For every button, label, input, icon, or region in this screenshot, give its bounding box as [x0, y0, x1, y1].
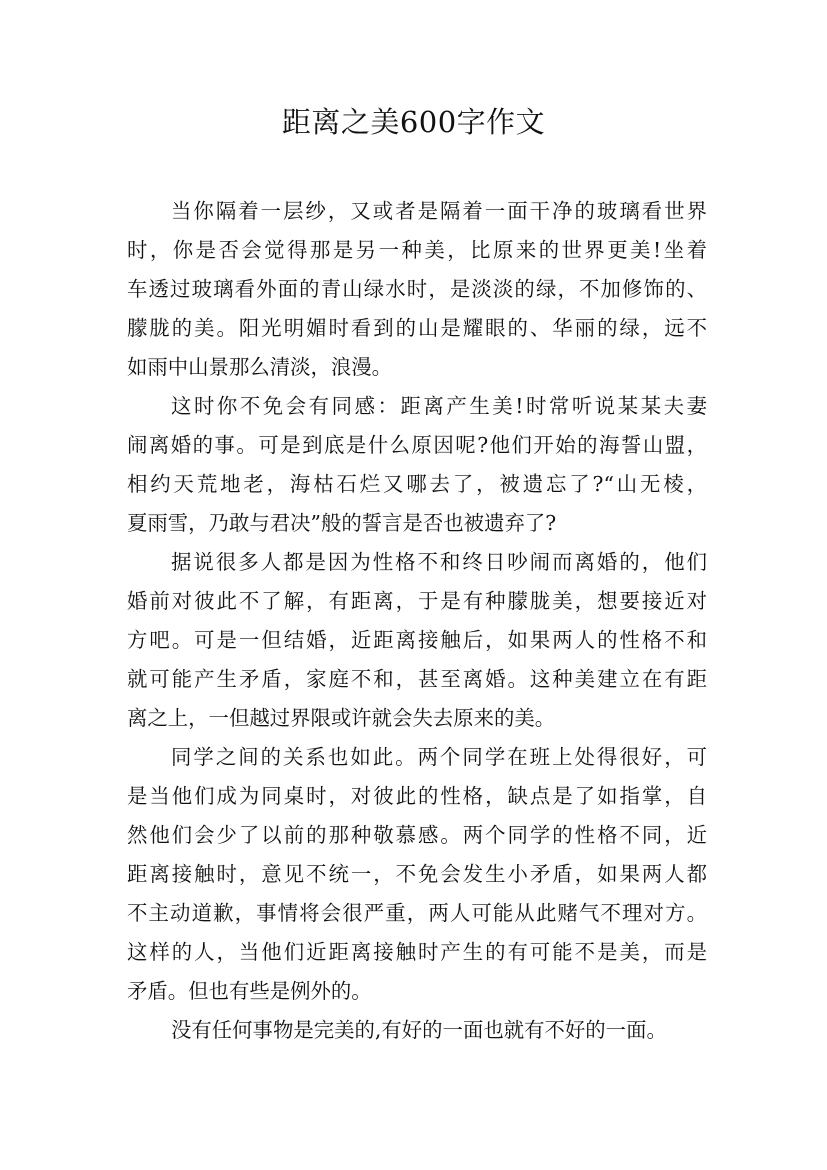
paragraph-1-line-3: 车透过玻璃看外面的青山绿水时，是淡淡的绿，不加修饰的、 [127, 277, 707, 301]
paragraph-4-line-4: 距离接触时，意见不统一，不免会发生小矛盾，如果两人都 [127, 862, 707, 886]
paragraph-4-line-1: 同学之间的关系也如此。两个同学在班上处得很好，可 [171, 745, 707, 769]
paragraph-5-line-1: 没有任何事物是完美的,有好的一面也就有不好的一面。 [171, 1018, 667, 1042]
paragraph-2-line-4: 夏雨雪，乃敢与君决”般的誓言是否也被遗弃了? [127, 511, 557, 535]
paragraph-1-line-2: 时，你是否会觉得那是另一种美，比原来的世界更美!坐着 [127, 238, 707, 262]
paragraph-1-line-4: 朦胧的美。阳光明媚时看到的山是耀眼的、华丽的绿，远不 [127, 316, 707, 340]
paragraph-4-line-2: 是当他们成为同桌时，对彼此的性格，缺点是了如指掌，自 [127, 784, 707, 808]
paragraph-3-line-2: 婚前对彼此不了解，有距离，于是有种朦胧美，想要接近对 [127, 589, 707, 613]
essay-title: 距离之美600字作文 [281, 105, 546, 139]
paragraph-4-line-7: 矛盾。但也有些是例外的。 [127, 979, 372, 1003]
paragraph-4-line-5: 不主动道歉，事情将会很严重，两人可能从此赌气不理对方。 [127, 901, 707, 925]
paragraph-2-line-3: 相约天荒地老，海枯石烂又哪去了，被遗忘了?“山无棱， [127, 472, 707, 496]
paragraph-1-line-5: 如雨中山景那么清淡，浪漫。 [127, 355, 393, 379]
paragraph-3-line-4: 就可能产生矛盾，家庭不和，甚至离婚。这种美建立在有距 [127, 667, 707, 691]
paragraph-4-line-6: 这样的人，当他们近距离接触时产生的有可能不是美，而是 [127, 940, 707, 964]
paragraph-2-line-2: 闹离婚的事。可是到底是什么原因呢?他们开始的海誓山盟， [127, 433, 707, 457]
paragraph-2-line-1: 这时你不免会有同感：距离产生美!时常听说某某夫妻 [171, 394, 707, 418]
paragraph-1-line-1: 当你隔着一层纱，又或者是隔着一面干净的玻璃看世界 [171, 199, 707, 223]
paragraph-3-line-5: 离之上，一但越过界限或许就会失去原来的美。 [127, 706, 556, 730]
essay-body [127, 192, 707, 1050]
paragraph-3-line-3: 方吧。可是一但结婚，近距离接触后，如果两人的性格不和 [127, 628, 707, 652]
paragraph-3-line-1: 据说很多人都是因为性格不和终日吵闹而离婚的，他们 [171, 550, 707, 574]
paragraph-4-line-3: 然他们会少了以前的那种敬慕感。两个同学的性格不同，近 [127, 823, 707, 847]
